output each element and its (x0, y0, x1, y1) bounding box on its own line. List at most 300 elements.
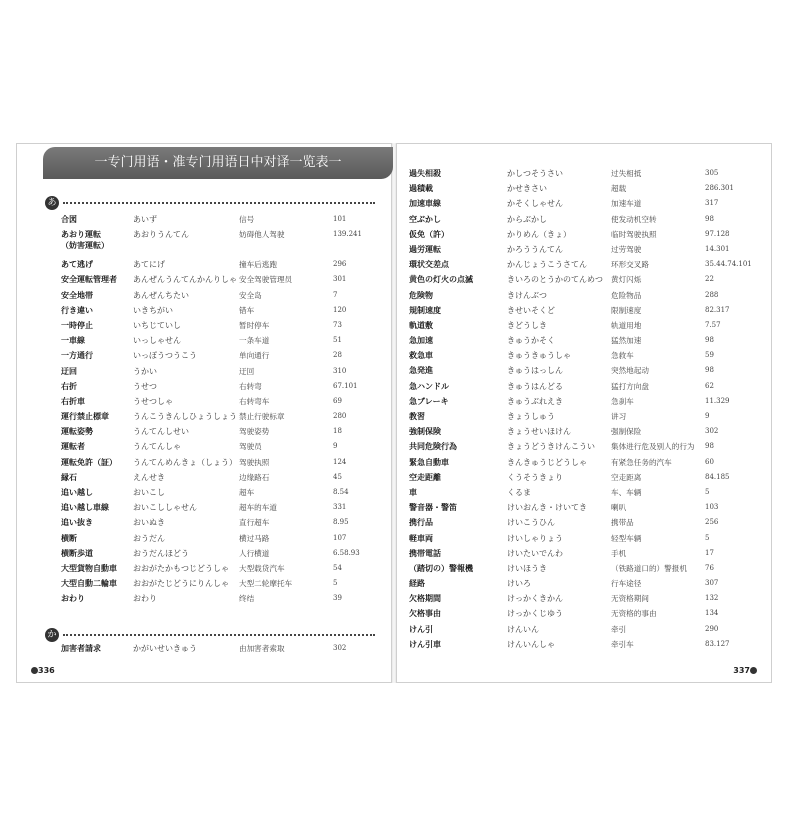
page-reference: 76 (705, 563, 714, 572)
term-text: 経路 (409, 579, 425, 589)
reading-text: うせつ (133, 381, 157, 391)
page-reference: 14.301 (705, 244, 730, 253)
term-row (397, 576, 771, 591)
term-row (397, 515, 771, 530)
term-text: 横断歩道 (61, 548, 93, 558)
reading-text: おわり (133, 594, 157, 604)
term-text (61, 227, 109, 251)
chinese-translation: 单向通行 (239, 351, 270, 361)
reading-text: うかい (133, 366, 157, 376)
reading-text: いっぽうつうこう (133, 351, 197, 361)
reading-text: かしつそうさい (507, 169, 563, 178)
term-row (17, 257, 391, 272)
page-reference: 51 (333, 336, 342, 345)
term-text: 過積載 (409, 184, 433, 194)
left-page (16, 143, 392, 683)
chinese-translation: 一条车道 (239, 336, 270, 346)
chinese-translation: 右转弯 (239, 381, 262, 391)
reading-text: おおがたじどうにりんしゃ (133, 579, 229, 589)
term-row (17, 333, 391, 348)
term-text: 欠格期間 (409, 594, 441, 604)
term-text: 追い抜き (61, 518, 93, 528)
chinese-translation: 右转弯车 (239, 396, 270, 406)
page-reference: 7 (333, 290, 338, 299)
chinese-translation: 临时驾驶执照 (611, 229, 657, 239)
term-text: 共同危険行為 (409, 442, 457, 452)
term-text-line: （妨害運転） (61, 241, 109, 251)
term-text: 仮免（許） (409, 229, 449, 239)
chinese-translation: 手机 (611, 548, 627, 558)
reading-text: うんてんしゃ (133, 442, 181, 452)
page-reference: 302 (705, 427, 719, 436)
page-reference: 290 (705, 624, 719, 633)
chinese-translation: 人行横道 (239, 548, 270, 558)
section-header-ka (45, 628, 375, 642)
page-reference: 7.57 (705, 320, 721, 329)
chinese-translation: 车、车辆 (611, 487, 642, 497)
reading-text: いちじていし (133, 320, 181, 330)
chinese-translation: 喇叭 (611, 503, 627, 513)
page-reference: 98 (705, 366, 714, 375)
reading-text: おうだんほどう (133, 548, 189, 558)
term-row (17, 227, 391, 257)
term-row (17, 546, 391, 561)
page-reference: 73 (333, 320, 342, 329)
chinese-translation: 危险物品 (611, 290, 642, 300)
reading-text: おいぬき (133, 518, 165, 528)
page-reference: 11.329 (705, 396, 730, 405)
chinese-translation: 过劳驾驶 (611, 244, 642, 254)
term-row (17, 364, 391, 379)
page-reference: 288 (705, 290, 719, 299)
page-marker-dot (750, 667, 757, 674)
term-text: 運転姿勢 (61, 427, 93, 437)
term-row (397, 606, 771, 621)
chinese-translation: 驾驶员 (239, 442, 262, 452)
reading-text: かりめん（きょ） (507, 229, 571, 239)
page-reference: 310 (333, 366, 347, 375)
term-row (17, 288, 391, 303)
term-row (397, 348, 771, 363)
page-reference: 256 (705, 518, 719, 527)
chinese-translation: （铁路道口的）警报机 (611, 563, 687, 573)
chinese-translation: 强制保险 (611, 427, 642, 437)
chinese-translation: 行车途径 (611, 579, 642, 589)
reading-text: けいしゃりょう (507, 533, 563, 543)
term-text: 急ブレーキ (409, 396, 449, 406)
term-row (397, 288, 771, 303)
term-text: 運転者 (61, 442, 85, 452)
term-row (397, 363, 771, 378)
reading-text: おいこし (133, 488, 165, 497)
page-reference: 17 (705, 548, 714, 557)
page-reference: 5 (705, 487, 710, 496)
page-reference: 107 (333, 533, 347, 542)
page-reference: 305 (705, 169, 719, 177)
term-text: 警音器・警笛 (409, 503, 457, 513)
term-row (17, 591, 391, 606)
reading-text: けっかくじゆう (507, 609, 563, 619)
term-text: 危険物 (409, 290, 433, 300)
chinese-translation: 无资格的事由 (611, 609, 657, 619)
chinese-translation: 牵引 (611, 624, 627, 634)
page-reference: 28 (333, 351, 342, 360)
page-reference: 9 (333, 442, 338, 451)
page-number-text: 336 (38, 666, 55, 675)
term-list-ka (17, 641, 391, 656)
reading-text: うんてんめんきょ（しょう） (133, 457, 237, 467)
term-row (17, 394, 391, 409)
reading-text: けんいんしゃ (507, 639, 555, 649)
reading-text: きゅうはんどる (507, 381, 563, 391)
page-marker-dot (31, 667, 38, 674)
chinese-translation: 安全驾驶管理员 (239, 275, 293, 285)
term-text: 行き違い (61, 305, 93, 315)
term-text: 追い越し (61, 488, 93, 497)
reading-text: いっしゃせん (133, 336, 181, 346)
term-text: 迂回 (61, 366, 77, 376)
term-text: 軽車両 (409, 533, 433, 543)
term-row (17, 561, 391, 576)
reading-text: おいこししゃせん (133, 503, 197, 513)
chinese-translation: 驾驶执照 (239, 457, 270, 467)
section-divider (63, 202, 375, 204)
page-reference: 18 (333, 427, 342, 436)
term-text: 携帯電話 (409, 548, 441, 558)
term-text: 運転免許（証） (61, 457, 117, 467)
reading-text: からぶかし (507, 214, 547, 224)
term-text: 強制保険 (409, 427, 441, 437)
term-text: 欠格事由 (409, 609, 441, 619)
term-row (397, 333, 771, 348)
term-row (397, 531, 771, 546)
page-reference: 62 (705, 381, 714, 390)
term-text: 一方通行 (61, 351, 93, 361)
chinese-translation: 使发动机空转 (611, 214, 657, 224)
term-row (17, 531, 391, 546)
reading-text: けいおんき・けいてき (507, 503, 587, 513)
page-reference: 82.317 (705, 305, 730, 314)
term-row (17, 272, 391, 287)
page-reference: 120 (333, 305, 347, 314)
term-text: 車 (409, 487, 417, 497)
page-reference: 331 (333, 503, 347, 512)
chinese-translation: 黄灯闪烁 (611, 275, 642, 285)
term-text-line: あおり運転 (61, 230, 101, 240)
page-reference: 60 (705, 457, 714, 466)
page-reference: 8.54 (333, 488, 349, 496)
page-reference: 139.241 (333, 230, 362, 239)
chinese-translation: 无资格期间 (611, 594, 649, 604)
chinese-translation: 错车 (239, 305, 255, 315)
reading-text: きゅうきゅうしゃ (507, 351, 571, 361)
page-reference: 67.101 (333, 381, 358, 390)
page-reference: 98 (705, 442, 714, 451)
term-row (397, 196, 771, 211)
reading-text: あんぜんちたい (133, 290, 189, 300)
chinese-translation: 大型载货汽车 (239, 563, 285, 573)
term-row (17, 500, 391, 515)
term-text: 追い越し車線 (61, 503, 109, 513)
term-text: 急ハンドル (409, 381, 449, 391)
page-number-right (733, 666, 757, 675)
chinese-translation: 超车的车道 (239, 503, 277, 513)
term-text: 急加速 (409, 336, 433, 346)
chinese-translation: 迂回 (239, 366, 255, 376)
page-reference: 54 (333, 563, 342, 572)
reading-text: きゅうかそく (507, 336, 555, 346)
term-row (17, 576, 391, 591)
chinese-translation: 信号 (239, 215, 255, 224)
page-reference: 5 (333, 579, 338, 588)
term-text: 救急車 (409, 351, 433, 361)
chinese-translation: 集体进行危及别人的行为 (611, 442, 695, 452)
reading-text: おうだん (133, 533, 165, 543)
page-reference: 280 (333, 412, 347, 421)
term-text: 安全地帯 (61, 290, 93, 300)
term-row (397, 455, 771, 470)
page-reference: 98 (705, 214, 714, 223)
page-reference: 98 (705, 336, 714, 345)
reading-text: くうそうきょり (507, 472, 563, 482)
chinese-translation: 由加害者索取 (239, 644, 285, 653)
term-list-a (17, 212, 391, 607)
term-list-right (397, 166, 771, 652)
term-row (397, 272, 771, 287)
chinese-translation: 猛打方向盘 (611, 381, 649, 391)
chinese-translation: 加速车道 (611, 199, 642, 209)
page-reference: 9 (705, 412, 710, 420)
section-badge-a: あ (45, 196, 59, 210)
page-reference: 286.301 (705, 184, 734, 193)
term-row (17, 485, 391, 500)
page-reference: 22 (705, 275, 714, 284)
term-text: 携行品 (409, 518, 433, 528)
term-text: 空走距離 (409, 472, 441, 482)
reading-text: あんぜんうんてんかんりしゃ (133, 275, 237, 285)
page-reference: 132 (705, 594, 719, 603)
term-row (397, 242, 771, 257)
chinese-translation: 直行超车 (239, 518, 270, 528)
term-row (397, 470, 771, 485)
chinese-translation: 横过马路 (239, 533, 270, 543)
reading-text: けいろ (507, 579, 531, 589)
term-row (17, 212, 391, 227)
right-page (396, 143, 772, 683)
page-reference: 59 (705, 351, 714, 360)
reading-text: かろううんてん (507, 244, 563, 254)
term-text: 黄色の灯火の点滅 (409, 275, 473, 285)
term-text: けん引 (409, 624, 433, 634)
term-text: おわり (61, 594, 85, 604)
term-text: 加速車線 (409, 199, 441, 209)
term-row (17, 379, 391, 394)
reading-text: あおりうんてん (133, 230, 189, 240)
term-row (17, 515, 391, 530)
term-text: 一車線 (61, 336, 85, 346)
term-row (397, 409, 771, 424)
chinese-translation: 超载 (611, 184, 627, 194)
reading-text: けっかくきかん (507, 594, 563, 604)
chinese-translation: 急救车 (611, 351, 634, 361)
term-text: 縁石 (61, 472, 77, 482)
page-reference: 35.44.74.101 (705, 260, 752, 269)
reading-text: きけんぶつ (507, 290, 547, 300)
section-badge-ka: か (45, 628, 59, 642)
chinese-translation: 轻型车辆 (611, 533, 642, 543)
term-row (17, 455, 391, 470)
term-text: 大型自動二輪車 (61, 579, 117, 589)
page-number-left (31, 666, 55, 675)
page-reference: 45 (333, 472, 342, 481)
term-text: けん引車 (409, 639, 441, 649)
chinese-translation: 过失相抵 (611, 169, 642, 178)
chinese-translation: 突然地起动 (611, 366, 649, 376)
chinese-translation: 安全岛 (239, 290, 262, 300)
reading-text: あいず (133, 215, 157, 224)
reading-text: けいたいでんわ (507, 548, 563, 558)
reading-text: かんじょうこうさてん (507, 260, 587, 270)
reading-text: けいほうき (507, 563, 547, 573)
chinese-translation: 限制速度 (611, 305, 642, 315)
chinese-translation: 猛然加速 (611, 336, 642, 346)
reading-text: くるま (507, 487, 531, 497)
reading-text: けいこうひん (507, 518, 555, 528)
reading-text: けんいん (507, 624, 539, 634)
term-row (17, 439, 391, 454)
term-row (397, 303, 771, 318)
reading-text: いきちがい (133, 305, 173, 315)
reading-text: きゅうぶれえき (507, 396, 563, 406)
term-row (397, 439, 771, 454)
reading-text: かせきさい (507, 184, 547, 194)
term-row (397, 318, 771, 333)
term-row (397, 394, 771, 409)
chinese-translation: 环形交叉路 (611, 260, 649, 270)
term-text: 過失相殺 (409, 169, 441, 178)
chinese-translation: 急刹车 (611, 396, 634, 406)
term-text: （踏切の）警報機 (409, 563, 473, 573)
term-text: 過労運転 (409, 244, 441, 254)
reading-text: かがいせいきゅう (133, 644, 197, 653)
page-reference: 69 (333, 396, 342, 405)
term-row (17, 424, 391, 439)
chinese-translation: 牵引车 (611, 639, 634, 649)
term-text: 横断 (61, 533, 77, 543)
chinese-translation: 讲习 (611, 412, 627, 421)
term-row (397, 485, 771, 500)
term-text: 大型貨物自動車 (61, 563, 117, 573)
chinese-translation: 边缘路石 (239, 472, 270, 482)
page-reference: 6.58.93 (333, 548, 360, 557)
term-row (397, 637, 771, 652)
term-text: 加害者請求 (61, 644, 101, 653)
term-row (397, 500, 771, 515)
term-row (397, 546, 771, 561)
reading-text: きょうどうきけんこうい (507, 442, 595, 452)
term-row (397, 622, 771, 637)
page-reference: 5 (705, 533, 710, 542)
reading-text: うせつしゃ (133, 396, 173, 406)
chinese-translation: 暂时停车 (239, 320, 270, 330)
section-divider (63, 634, 375, 636)
reading-text: あてにげ (133, 260, 165, 270)
term-text: 規制速度 (409, 305, 441, 315)
term-text: 急発進 (409, 366, 433, 376)
term-row (397, 181, 771, 196)
page-reference: 296 (333, 260, 347, 269)
term-row (397, 166, 771, 181)
page-reference: 8.95 (333, 518, 349, 527)
chinese-translation: 禁止行驶标章 (239, 412, 285, 422)
term-text: 運行禁止標章 (61, 412, 109, 422)
term-text: 軌道敷 (409, 320, 433, 330)
chinese-translation: 空走距离 (611, 472, 642, 482)
reading-text: きょうしゅう (507, 412, 555, 421)
chinese-translation: 妨碍他人驾驶 (239, 230, 285, 240)
reading-text: きんきゅうじどうしゃ (507, 457, 587, 467)
chinese-translation: 大型二轮摩托车 (239, 579, 293, 589)
reading-text: うんてんしせい (133, 427, 189, 437)
term-row (397, 257, 771, 272)
reading-text: きせいそくど (507, 305, 555, 315)
reading-text: かそくしゃせん (507, 199, 563, 209)
term-row (397, 227, 771, 242)
page-reference: 307 (705, 579, 719, 588)
term-row (397, 561, 771, 576)
term-row (17, 303, 391, 318)
page-number-text: 337 (733, 666, 750, 675)
term-text: 教習 (409, 412, 425, 421)
section-header-a (45, 196, 375, 210)
page-title: 一专门用语・准专门用语日中对译一览表一 (43, 147, 393, 179)
page-reference: 302 (333, 644, 347, 652)
term-text: あて逃げ (61, 260, 93, 270)
term-row (397, 424, 771, 439)
chinese-translation: 超车 (239, 488, 255, 497)
term-row (17, 470, 391, 485)
term-text: 空ぶかし (409, 214, 441, 224)
term-row (17, 348, 391, 363)
chinese-translation: 驾驶姿势 (239, 427, 270, 437)
page-reference: 301 (333, 275, 347, 284)
term-text: 安全運転管理者 (61, 275, 117, 285)
term-row (17, 641, 391, 656)
reading-text: きいろのとうかのてんめつ (507, 275, 603, 285)
page-reference: 124 (333, 457, 347, 466)
term-text: 一時停止 (61, 320, 93, 330)
page-reference: 134 (705, 609, 719, 618)
reading-text: えんせき (133, 472, 165, 482)
reading-text: きどうしき (507, 320, 547, 330)
chinese-translation: 轨道用地 (611, 320, 642, 330)
reading-text: うんこうきんしひょうしょう (133, 412, 237, 422)
term-row (397, 591, 771, 606)
term-text: 環状交差点 (409, 260, 449, 270)
term-row (17, 318, 391, 333)
term-text: 合図 (61, 215, 77, 224)
page-reference: 103 (705, 503, 719, 512)
term-text: 緊急自動車 (409, 457, 449, 467)
page-reference: 39 (333, 594, 342, 603)
reading-text: きょうせいほけん (507, 427, 571, 437)
page-reference: 84.185 (705, 472, 730, 481)
chinese-translation: 终结 (239, 594, 255, 604)
reading-text: きゅうはっしん (507, 366, 563, 376)
term-text: 右折車 (61, 396, 85, 406)
reading-text: おおがたかもつじどうしゃ (133, 563, 229, 573)
term-text: 右折 (61, 381, 77, 391)
